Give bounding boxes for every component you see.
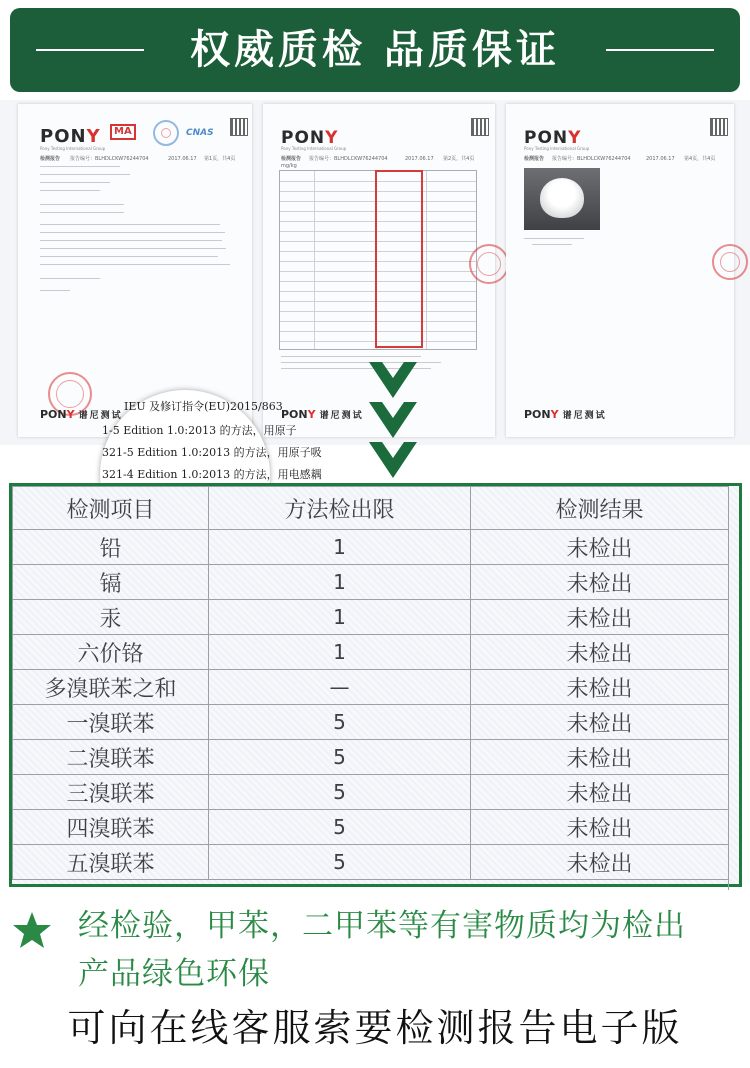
- table-row: [13, 635, 729, 670]
- chevron-down-icon: [369, 362, 417, 400]
- test-result-table: [9, 483, 742, 887]
- header-test-item: 检测项目: [13, 487, 209, 530]
- qr-code-icon: [471, 118, 489, 136]
- result-cell: 未检出: [471, 600, 729, 635]
- qr-code-icon: [230, 118, 248, 136]
- magnified-line: 321-4 Edition 1.0:2013 的方法，用电感耦: [102, 468, 322, 481]
- brand-subtitle: Pony Testing International Group: [524, 146, 590, 151]
- result-cell: 未检出: [471, 565, 729, 600]
- table-row: [13, 705, 729, 740]
- sample-photo: [524, 168, 600, 230]
- unit-label: mg/kg: [281, 163, 297, 169]
- report-page: 第2页，共4页: [443, 156, 475, 162]
- item-cell: 三溴联苯: [13, 775, 209, 810]
- certificate-page-3: [506, 104, 734, 437]
- limit-cell: 5: [209, 775, 471, 810]
- table-row: [13, 530, 729, 565]
- table-row: [13, 740, 729, 775]
- footer-brand: PONY 谱尼测试: [40, 408, 123, 421]
- note-line-1: 经检验，甲苯，二甲苯等有害物质均为检出: [78, 908, 686, 944]
- limit-cell: 1: [209, 600, 471, 635]
- result-cell: 未检出: [471, 530, 729, 565]
- certificate-page-1: [18, 104, 252, 437]
- item-cell: 铅: [13, 530, 209, 565]
- item-cell: 二溴联苯: [13, 740, 209, 775]
- magnified-line: 1-5 Edition 1.0:2013 的方法，用原子: [102, 424, 297, 437]
- pony-logo: PONY: [524, 128, 582, 148]
- header-detection-limit: 方法检出限: [209, 487, 471, 530]
- item-cell: 五溴联苯: [13, 845, 209, 880]
- table-row: [13, 845, 729, 880]
- official-seal: [469, 244, 509, 284]
- contact-message: 可向在线客服索要检测报告电子版: [67, 1006, 683, 1050]
- item-cell: 六价铬: [13, 635, 209, 670]
- table-row: [13, 565, 729, 600]
- table-row: [13, 600, 729, 635]
- magnified-line: 321-5 Edition 1.0:2013 的方法，用原子吸: [102, 446, 322, 459]
- limit-cell: 5: [209, 810, 471, 845]
- limit-cell: 1: [209, 565, 471, 600]
- limit-cell: 5: [209, 845, 471, 880]
- brand-subtitle: Pony Testing International Group: [40, 146, 106, 151]
- result-cell: 未检出: [471, 670, 729, 705]
- footer-brand: PONY 谱尼测试: [281, 408, 364, 421]
- star-icon: [12, 910, 52, 950]
- table-row: [13, 670, 729, 705]
- table-header-row: [13, 487, 729, 530]
- report-date: 2017.06.17: [646, 156, 675, 162]
- item-cell: 多溴联苯之和: [13, 670, 209, 705]
- chevron-down-icon: [369, 402, 417, 440]
- ilac-seal: [153, 120, 179, 146]
- report-number: 报告编号：BLHDLCKW76244704: [552, 156, 631, 162]
- item-cell: 一溴联苯: [13, 705, 209, 740]
- table-row: [13, 775, 729, 810]
- result-cell: 未检出: [471, 705, 729, 740]
- limit-cell: 5: [209, 705, 471, 740]
- limit-cell: —: [209, 670, 471, 705]
- header-test-result: 检测结果: [471, 487, 729, 530]
- quality-note: [78, 902, 746, 998]
- report-number: 报告编号：BLHDLCKW76244704: [70, 156, 149, 162]
- report-page: 第4页，共4页: [684, 156, 716, 162]
- limit-cell: 1: [209, 635, 471, 670]
- result-cell: 未检出: [471, 635, 729, 670]
- pony-logo: PONY: [281, 128, 339, 148]
- result-cell: 未检出: [471, 845, 729, 880]
- result-cell: 未检出: [471, 810, 729, 845]
- item-cell: 汞: [13, 600, 209, 635]
- table-row: [13, 810, 729, 845]
- magnified-line: IEU 及修订指令(EU)2015/863: [124, 400, 283, 413]
- item-cell: 镉: [13, 565, 209, 600]
- report-date: 2017.06.17: [168, 156, 197, 162]
- report-label: 检测报告: [281, 156, 302, 162]
- report-date: 2017.06.17: [405, 156, 434, 162]
- report-page: 第1页，共4页: [204, 156, 236, 162]
- banner-title: 权威质检 品质保证: [190, 27, 560, 73]
- official-seal: [712, 244, 748, 280]
- highlight-box: [375, 170, 423, 348]
- footer-brand: PONY 谱尼测试: [524, 408, 607, 421]
- qr-code-icon: [710, 118, 728, 136]
- limit-cell: 1: [209, 530, 471, 565]
- note-line-2: 产品绿色环保: [78, 956, 270, 992]
- pony-logo: PONY: [40, 126, 101, 147]
- result-cell: 未检出: [471, 775, 729, 810]
- limit-cell: 5: [209, 740, 471, 775]
- chevron-down-icon: [369, 442, 417, 480]
- result-cell: 未检出: [471, 740, 729, 775]
- item-cell: 四溴联苯: [13, 810, 209, 845]
- report-number: 报告编号：BLHDLCKW76244704: [309, 156, 388, 162]
- table-edge-column: [728, 486, 740, 890]
- report-label: 检测报告: [40, 156, 61, 162]
- report-label: 检测报告: [524, 156, 545, 162]
- cnas-badge: CNAS: [186, 128, 214, 138]
- header-banner: [10, 8, 740, 92]
- ma-badge: MA: [110, 124, 136, 140]
- banner-divider-right: [606, 49, 714, 51]
- brand-subtitle: Pony Testing International Group: [281, 146, 347, 151]
